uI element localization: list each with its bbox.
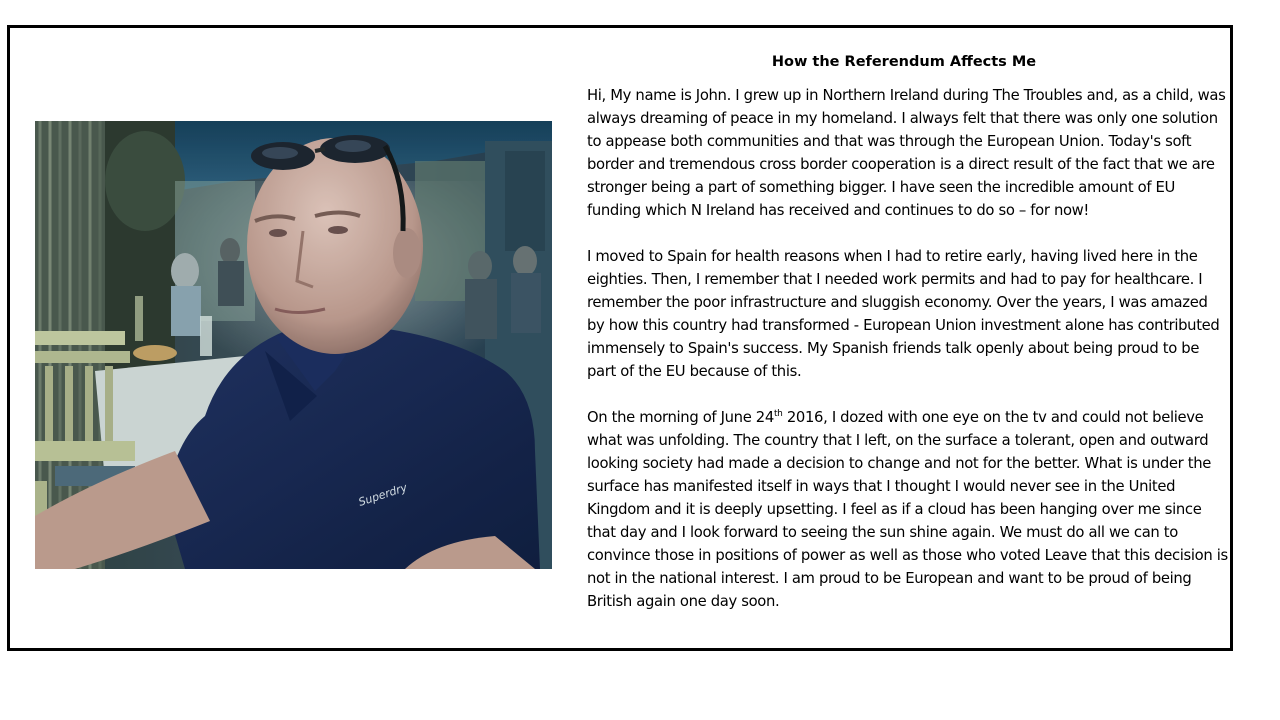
portrait-photo xyxy=(35,121,552,569)
ordinal-suffix: th xyxy=(773,409,783,420)
slide-frame xyxy=(7,25,1233,651)
paragraph-2: I moved to Spain for health reasons when I had to retire early, having lived here in the eighties. Then, I remember that I needed work permits and had to pay for healthcare. I remember the poor infrastructure and sluggish economy. Over the years, I was amazed by how this country had transformed - European Union investment alone has contributed immensely to Spain's success. My Spanish friends talk openly about being proud to be part of the EU because of this. xyxy=(587,248,1220,380)
paragraph-3-rest: 2016, I dozed with one eye on the tv and could not believe what was unfolding. The country that I left, on the surface a tolerant, open and outward looking society had made a decision to change and not for the better. What is under the surface has manifested itself in ways that I thought I would never see in the United Kingdom and it is deeply upsetting. I feel as if a cloud has been hanging over me since that day and I look forward to seeing the sun shine again. We must do all we can to convince those in positions of power as well as those who voted Leave that this decision is not in the national interest. I am proud to be European and want to be proud of being British again one day soon. xyxy=(587,409,1228,610)
article-title: How the Referendum Affects Me xyxy=(771,54,1037,70)
article-body xyxy=(587,84,1229,613)
paragraph-3 xyxy=(587,406,1229,613)
shirt-logo-text: Superdry xyxy=(356,480,409,509)
paragraph-3-start: On the morning of June 24 xyxy=(587,409,774,426)
paragraph-1: Hi, My name is John. I grew up in Northern Ireland during The Troubles and, as a child, was always dreaming of peace in my homeland. I always felt that there was only one solution to appease both communities and that was through the European Union. Today's soft border and tremendous cross border cooperation is a direct result of the fact that we are stronger being a part of something bigger. I have seen the incredible amount of EU funding which N Ireland has received and continues to do so – for now! xyxy=(587,87,1226,219)
